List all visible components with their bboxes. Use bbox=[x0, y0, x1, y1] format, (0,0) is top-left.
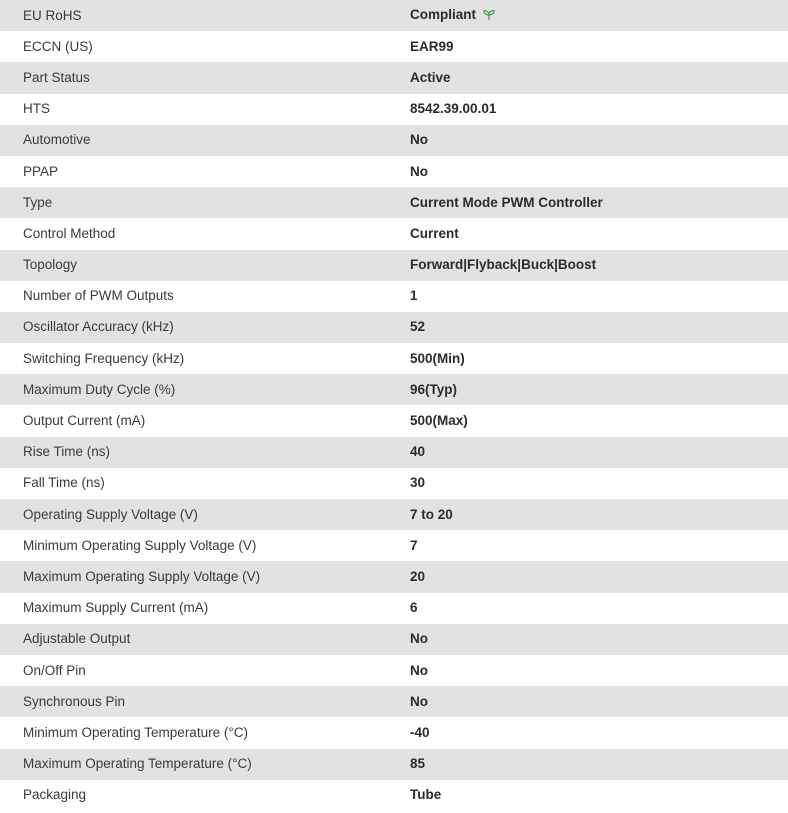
spec-row bbox=[0, 655, 788, 686]
spec-row bbox=[0, 561, 788, 592]
spec-label: Adjustable Output bbox=[23, 631, 131, 647]
spec-row bbox=[0, 468, 788, 499]
spec-label: Number of PWM Outputs bbox=[23, 288, 174, 304]
spec-row bbox=[0, 624, 788, 655]
spec-value: No bbox=[410, 631, 428, 647]
spec-label: ECCN (US) bbox=[23, 38, 93, 54]
spec-value: No bbox=[410, 132, 428, 148]
spec-value: 1 bbox=[410, 288, 418, 304]
spec-value: No bbox=[410, 662, 428, 678]
spec-label: Topology bbox=[23, 257, 78, 273]
spec-row bbox=[0, 62, 788, 93]
spec-label: Automotive bbox=[23, 132, 91, 148]
spec-row bbox=[0, 437, 788, 468]
spec-row bbox=[0, 94, 788, 125]
spec-label: Oscillator Accuracy (kHz) bbox=[23, 319, 174, 335]
spec-value: Active bbox=[410, 69, 451, 85]
spec-value: 40 bbox=[410, 444, 426, 460]
spec-label: Part Status bbox=[23, 69, 90, 85]
spec-row bbox=[0, 187, 788, 218]
spec-value: 52 bbox=[410, 319, 426, 335]
spec-row bbox=[0, 312, 788, 343]
spec-row bbox=[0, 218, 788, 249]
spec-value: Tube bbox=[410, 787, 442, 803]
spec-label: Rise Time (ns) bbox=[23, 444, 111, 460]
spec-value: 500(Min) bbox=[410, 350, 465, 366]
spec-label: Minimum Operating Supply Voltage (V) bbox=[23, 537, 257, 553]
spec-row bbox=[0, 31, 788, 62]
spec-value: Forward|Flyback|Buck|Boost bbox=[410, 257, 597, 273]
spec-label: Maximum Duty Cycle (%) bbox=[23, 381, 176, 397]
leaf-icon bbox=[482, 9, 496, 25]
spec-row bbox=[0, 250, 788, 281]
spec-value: -40 bbox=[410, 724, 430, 740]
spec-row bbox=[0, 686, 788, 717]
spec-label: Control Method bbox=[23, 225, 116, 241]
spec-value: No bbox=[410, 693, 428, 709]
spec-label: Minimum Operating Temperature (°C) bbox=[23, 724, 248, 740]
spec-value: 7 bbox=[410, 537, 418, 553]
spec-value: 30 bbox=[410, 475, 426, 491]
spec-label: Maximum Operating Temperature (°C) bbox=[23, 756, 252, 772]
spec-value: Current Mode PWM Controller bbox=[410, 194, 603, 210]
spec-value: 20 bbox=[410, 568, 426, 584]
spec-value: 7 to 20 bbox=[410, 506, 453, 522]
spec-row bbox=[0, 593, 788, 624]
spec-value: Current bbox=[410, 225, 459, 241]
spec-row bbox=[0, 374, 788, 405]
spec-row bbox=[0, 717, 788, 748]
spec-row bbox=[0, 0, 788, 31]
spec-label: On/Off Pin bbox=[23, 662, 86, 678]
spec-value: EAR99 bbox=[410, 38, 454, 54]
spec-value: 85 bbox=[410, 756, 426, 772]
spec-row bbox=[0, 281, 788, 312]
spec-label: Type bbox=[23, 194, 53, 210]
spec-label: Switching Frequency (kHz) bbox=[23, 350, 185, 366]
spec-row bbox=[0, 749, 788, 780]
spec-row bbox=[0, 499, 788, 530]
spec-value: No bbox=[410, 163, 428, 179]
spec-row bbox=[0, 156, 788, 187]
spec-label: Packaging bbox=[23, 787, 87, 803]
spec-value-cell bbox=[410, 0, 788, 31]
spec-row bbox=[0, 405, 788, 436]
spec-label: HTS bbox=[23, 101, 50, 117]
spec-label: Synchronous Pin bbox=[23, 693, 126, 709]
spec-row bbox=[0, 125, 788, 156]
spec-row bbox=[0, 780, 788, 811]
spec-row bbox=[0, 343, 788, 374]
spec-label: PPAP bbox=[23, 163, 59, 179]
spec-label: Output Current (mA) bbox=[23, 413, 146, 429]
spec-label: Fall Time (ns) bbox=[23, 475, 105, 491]
spec-row bbox=[0, 530, 788, 561]
spec-value: 500(Max) bbox=[410, 413, 468, 429]
spec-label: Operating Supply Voltage (V) bbox=[23, 506, 198, 522]
spec-label: Maximum Operating Supply Voltage (V) bbox=[23, 568, 261, 584]
spec-label: Maximum Supply Current (mA) bbox=[23, 600, 209, 616]
spec-value: 6 bbox=[410, 600, 418, 616]
spec-label: EU RoHS bbox=[23, 7, 82, 23]
spec-value: Compliant bbox=[410, 6, 476, 22]
spec-value: 8542.39.00.01 bbox=[410, 101, 497, 117]
spec-value: 96(Typ) bbox=[410, 381, 458, 397]
